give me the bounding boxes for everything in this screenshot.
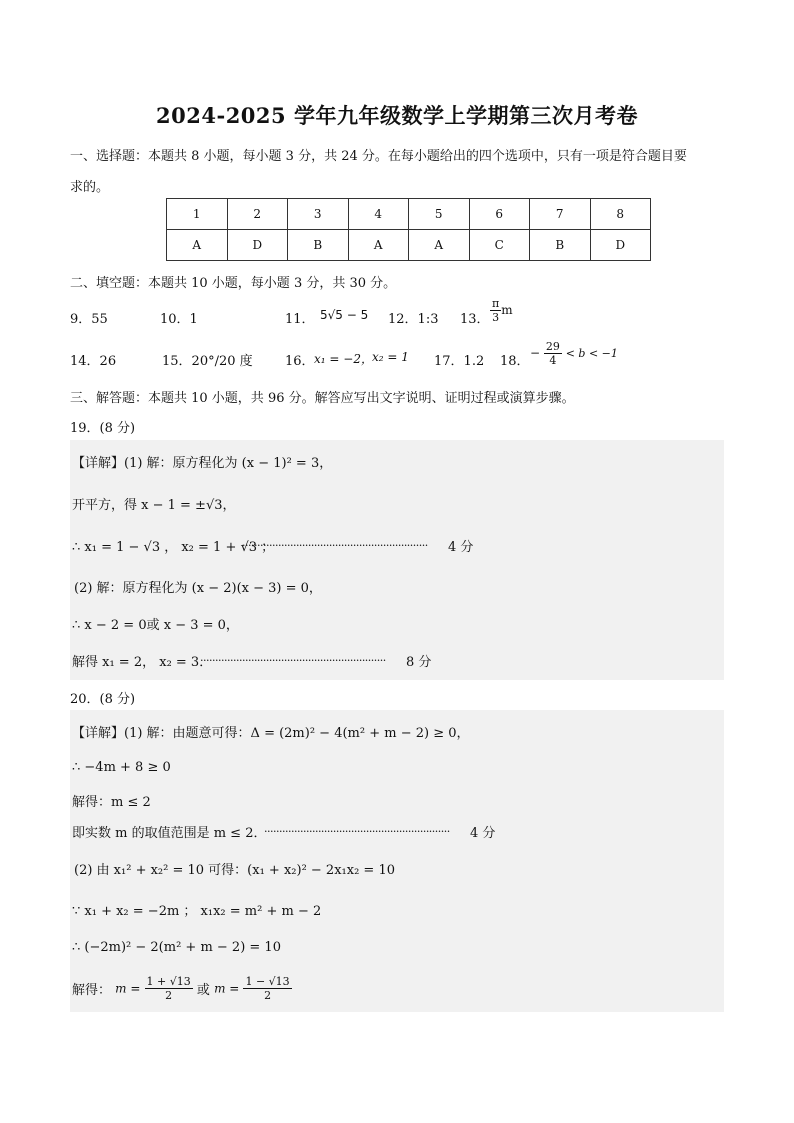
table-cell: B xyxy=(530,230,591,261)
answer-12: 12．1:3 xyxy=(388,312,439,327)
answer-9: 9．55 xyxy=(70,312,108,327)
leader-dots: .............................................................. xyxy=(242,536,428,549)
fraction xyxy=(544,341,562,366)
answer-16-label: 16． xyxy=(285,354,315,369)
q19-line-5: ∴ x − 2 = 0或 x − 3 = 0， xyxy=(72,618,239,633)
table-cell: D xyxy=(227,230,288,261)
denominator: 4 xyxy=(549,354,557,367)
denominator: 2 xyxy=(165,989,173,1002)
q20-line-4: 即实数 m 的取值范围是 m ≤ 2． xyxy=(72,826,267,841)
unit: m xyxy=(501,303,513,317)
answer-13-value xyxy=(490,298,513,323)
text: 或 xyxy=(196,983,210,998)
minus-sign: − xyxy=(530,346,541,360)
table-cell: A xyxy=(167,230,228,261)
table-cell: D xyxy=(590,230,651,261)
answer-16-root1: x₁ = −2， xyxy=(314,352,373,366)
q19-solution-box xyxy=(70,440,724,680)
q19-score-1: 4 分 xyxy=(448,540,474,555)
fraction xyxy=(145,976,193,1001)
denominator: 3 xyxy=(492,311,500,324)
table-cell: A xyxy=(409,230,470,261)
numerator: 29 xyxy=(545,340,560,353)
answer-11-label: 11． xyxy=(285,312,315,327)
table-cell: A xyxy=(348,230,409,261)
table-cell: C xyxy=(469,230,530,261)
q20-line-1: 【详解】(1) 解：由题意可得：Δ = (2m)² − 4(m² + m − 2) ≥ 0， xyxy=(72,726,470,741)
answer-table xyxy=(166,198,651,261)
variable: m = xyxy=(214,981,240,996)
page-title: 2024-2025 学年九年级数学上学期第三次月考卷 xyxy=(156,103,638,128)
table-cell: 4 xyxy=(348,199,409,230)
leader-dots: .............................................................. xyxy=(264,822,450,835)
table-cell: 8 xyxy=(590,199,651,230)
text: 解得： xyxy=(72,983,112,998)
answer-18-value xyxy=(530,341,618,366)
q19-line-4: (2) 解：原方程化为 (x − 2)(x − 3) = 0， xyxy=(74,581,322,596)
table-cell: 5 xyxy=(409,199,470,230)
table-cell: 3 xyxy=(288,199,349,230)
table-cell: 2 xyxy=(227,199,288,230)
answer-10: 10．1 xyxy=(160,312,198,327)
variable: m = xyxy=(115,981,141,996)
q19-line-2: 开平方，得 x − 1 = ±√3， xyxy=(72,498,236,513)
q20-line-8 xyxy=(72,976,292,1001)
q20-line-2: ∴ −4m + 8 ≥ 0 xyxy=(72,760,171,775)
q20-header: 20．(8 分) xyxy=(70,692,136,707)
answer-table-header-row xyxy=(167,199,651,230)
q19-score-2: 8 分 xyxy=(406,655,432,670)
q20-line-6: ∵ x₁ + x₂ = −2m ； x₁x₂ = m² + m − 2 xyxy=(72,904,322,919)
table-cell: B xyxy=(288,230,349,261)
section-1-label: 一、选择题：本题共 8 小题，每小题 3 分，共 24 分。在每小题给出的四个选项中，只有一项是符合题目要 xyxy=(70,149,687,164)
answer-table-answer-row xyxy=(167,230,651,261)
numerator: π xyxy=(492,297,500,310)
numerator: 1 − √13 xyxy=(245,975,290,988)
section-1-label-cont: 求的。 xyxy=(70,180,110,195)
fraction xyxy=(243,976,291,1001)
answer-14: 14．26 xyxy=(70,354,117,369)
q19-line-6: 解得 x₁ = 2， x₂ = 3． xyxy=(72,655,213,670)
answer-15: 15．20°/20 度 xyxy=(162,354,253,369)
answer-13-label: 13． xyxy=(460,312,490,327)
q20-line-7: ∴ (−2m)² − 2(m² + m − 2) = 10 xyxy=(72,940,281,955)
answer-17: 17．1.2 xyxy=(434,354,485,369)
denominator: 2 xyxy=(264,989,272,1002)
q20-line-3: 解得：m ≤ 2 xyxy=(72,795,151,810)
table-cell: 6 xyxy=(469,199,530,230)
q19-header: 19．(8 分) xyxy=(70,421,136,436)
answer-18-label: 18． xyxy=(500,354,530,369)
q20-line-5: (2) 由 x₁² + x₂² = 10 可得：(x₁ + x₂)² − 2x₁x₂ = 10 xyxy=(74,863,395,878)
table-cell: 1 xyxy=(167,199,228,230)
numerator: 1 + √13 xyxy=(146,975,191,988)
leader-dots: .............................................................. xyxy=(200,651,386,664)
q20-score-1: 4 分 xyxy=(470,826,496,841)
answer-16-root2: x₂ = 1 xyxy=(372,350,409,364)
fraction xyxy=(490,298,501,323)
q19-line-1: 【详解】(1) 解：原方程化为 (x − 1)² = 3， xyxy=(72,456,333,471)
table-cell: 7 xyxy=(530,199,591,230)
section-2-label: 二、填空题：本题共 10 小题，每小题 3 分，共 30 分。 xyxy=(70,276,397,291)
answer-11-value: 5√5 − 5 xyxy=(320,308,369,322)
q19-line-3: ∴ x₁ = 1 − √3 ， x₂ = 1 + √3 ； xyxy=(72,540,275,555)
section-3-label: 三、解答题：本题共 10 小题，共 96 分。解答应写出文字说明、证明过程或演算步骤。 xyxy=(70,391,575,406)
inequality-rest: < b < −1 xyxy=(565,347,618,360)
